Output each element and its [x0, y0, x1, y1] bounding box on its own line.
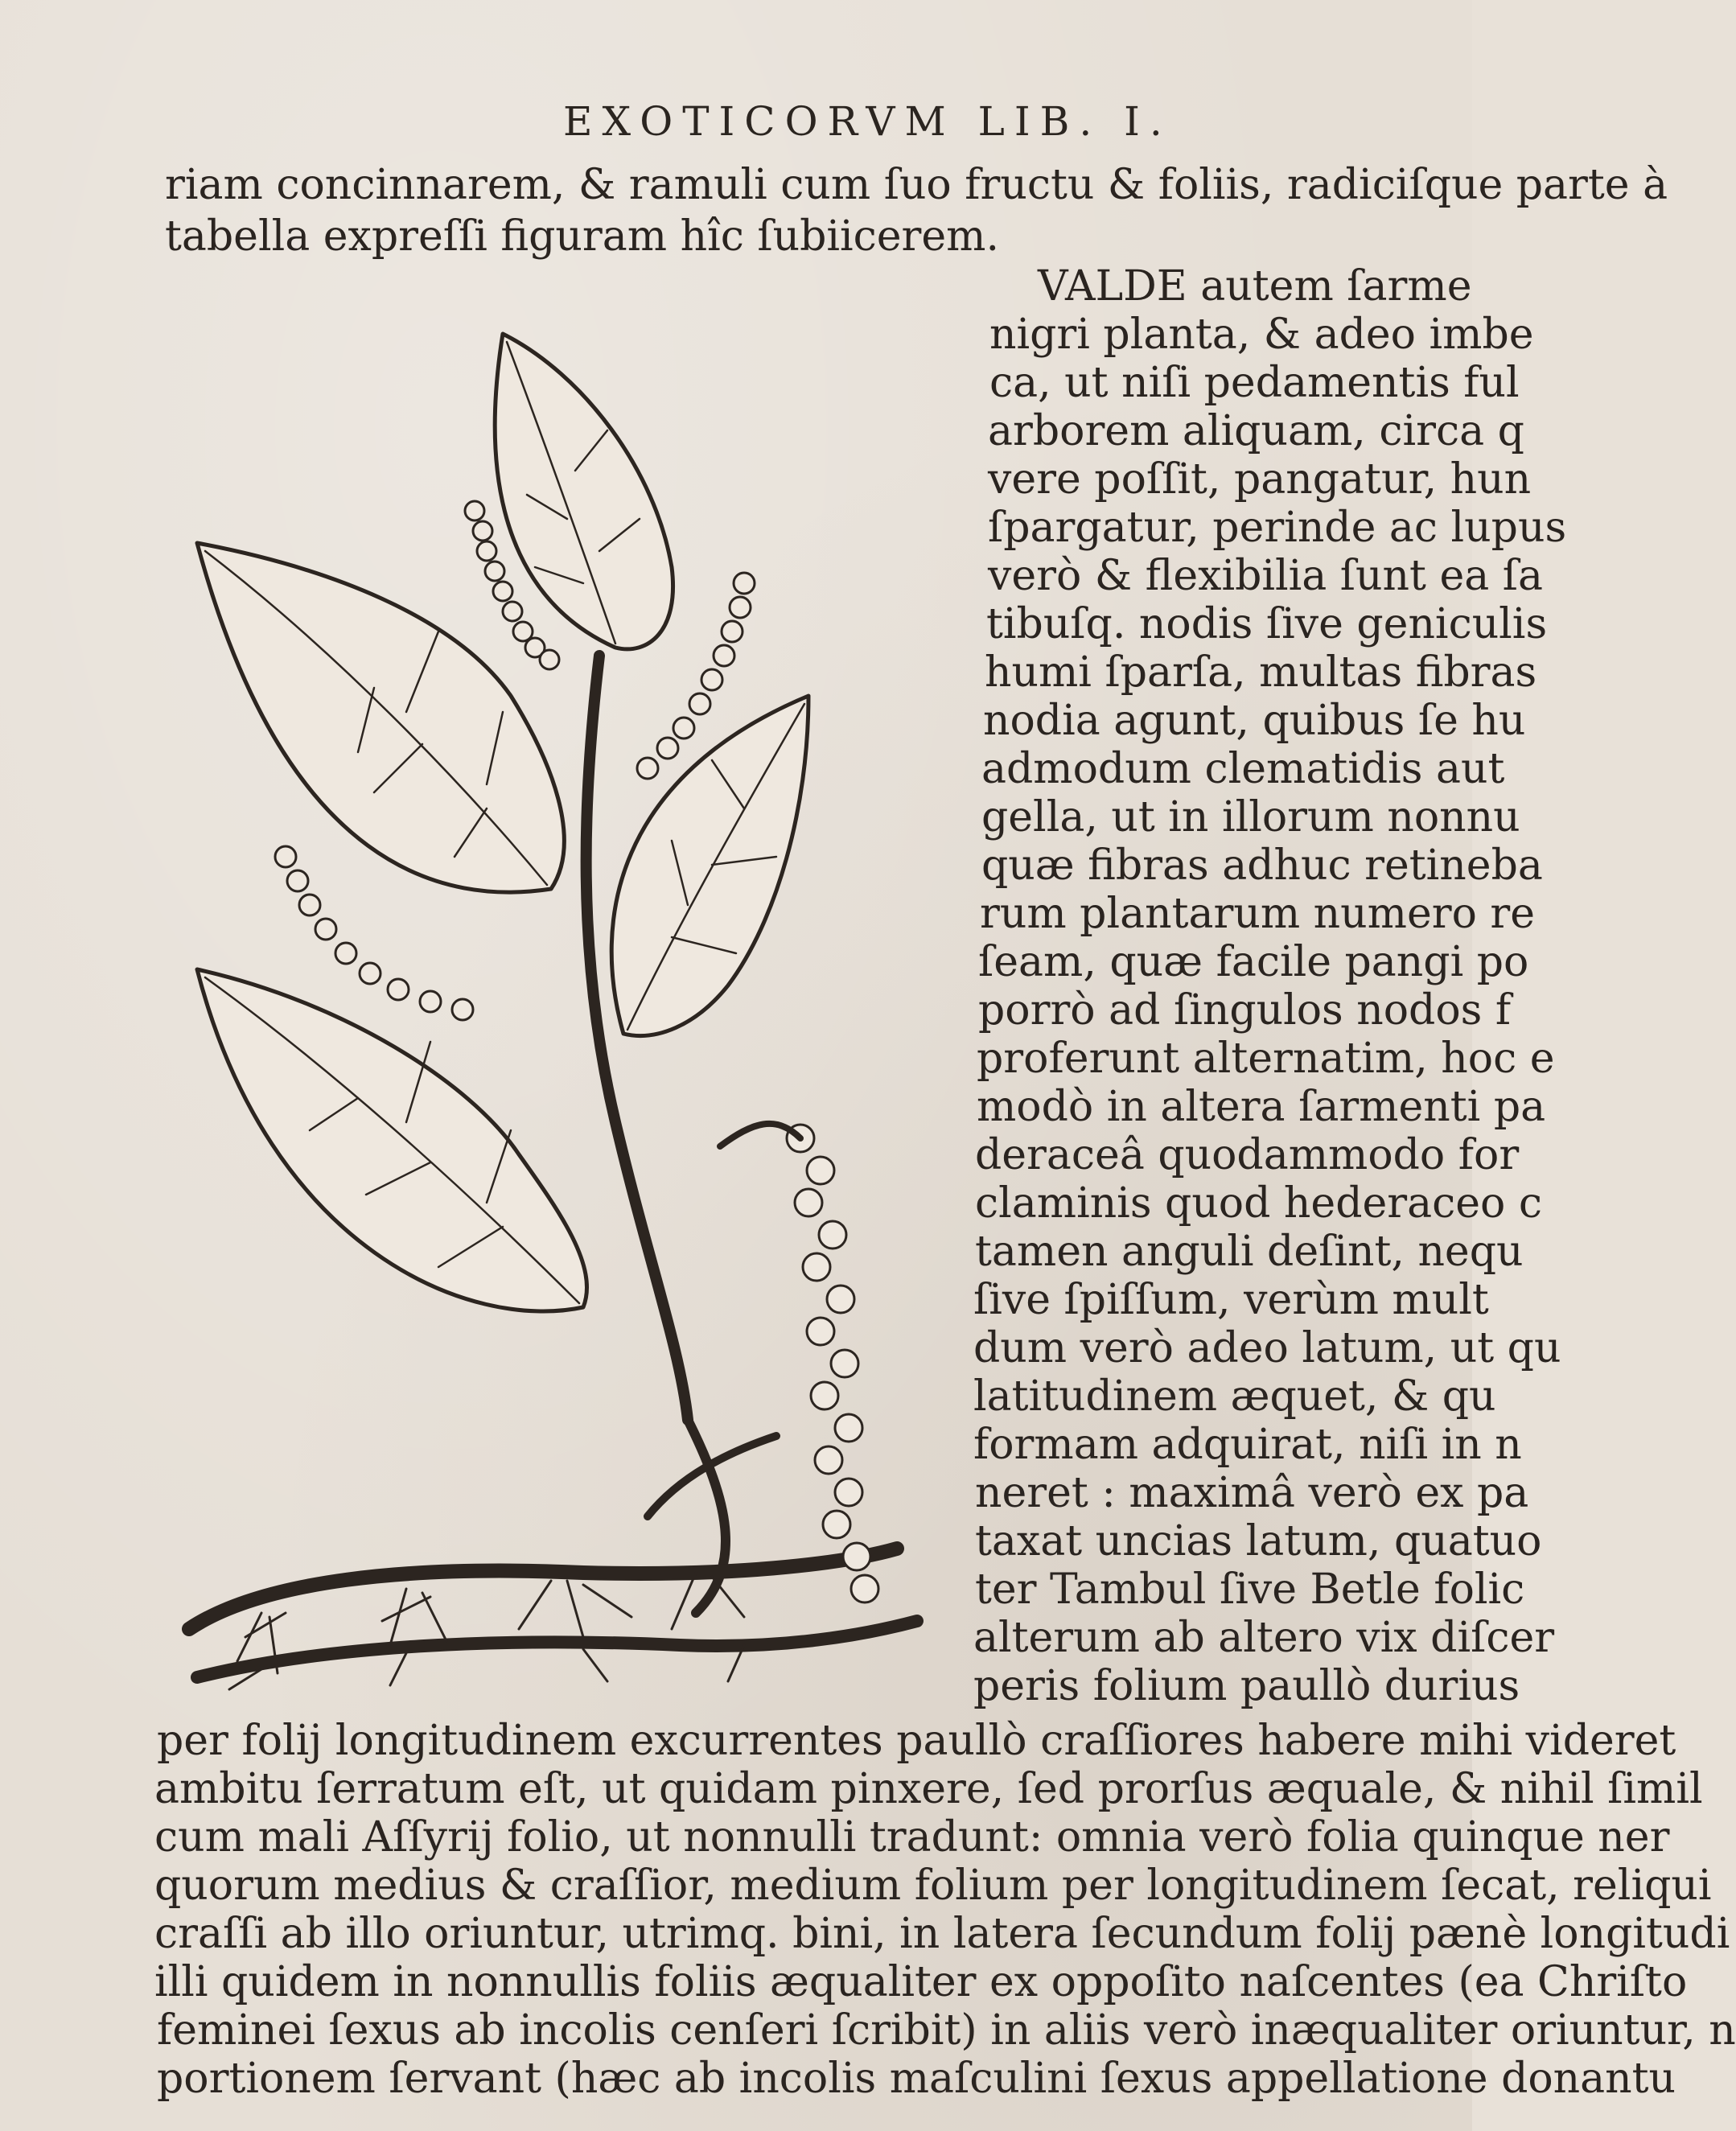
- column-line: ca, ut niſi pedamentis ful: [989, 359, 1520, 407]
- column-line: gella, ut in illorum nonnu: [981, 793, 1520, 841]
- bottom-line: ambitu ſerratum eſt, ut quidam pinxere, ſed prorſus æquale, & nihil ſimil: [154, 1765, 1703, 1813]
- column-line: proferunt alternatim, hoc e: [977, 1035, 1555, 1083]
- column-line: ſpargatur, perinde ac lupus: [988, 504, 1567, 552]
- column-line: peris folium paullò durius: [973, 1662, 1520, 1710]
- column-line: neret : maximâ verò ex pa: [975, 1469, 1529, 1517]
- column-line: alterum ab altero vix diſcer: [973, 1614, 1555, 1662]
- bottom-line: quorum medius & craſſior, medium folium per longitudinem ſecat, reliqui: [154, 1862, 1712, 1910]
- column-line: arborem aliquam, circa q: [988, 407, 1524, 455]
- column-line: tibuſq. nodis ſive geniculis: [986, 600, 1548, 648]
- column-line: modò in altera ſarmenti pa: [977, 1083, 1546, 1131]
- running-header: EXOTICORVM LIB. I.: [563, 98, 1172, 145]
- bottom-line: illi quidem in nonnullis foliis æqualiter ex oppoſito naſcentes (ea Chriſto: [154, 1958, 1688, 2006]
- column-line: latitudinem æquet, & qu: [973, 1372, 1496, 1421]
- column-line: deraceâ quodammodo for: [975, 1131, 1520, 1179]
- column-line: quæ fibras adhuc retineba: [981, 841, 1543, 890]
- bottom-line: per folij longitudinem excurrentes paullò craſſiores habere mihi videret: [157, 1717, 1676, 1765]
- column-line: nodia agunt, quibus ſe hu: [983, 697, 1526, 745]
- column-line: formam adquirat, niſi in n: [973, 1421, 1522, 1469]
- bottom-line: portionem ſervant (hæc ab incolis maſculini ſexus appellatione donantu: [157, 2055, 1676, 2103]
- column-line: taxat uncias latum, quatuo: [975, 1517, 1542, 1565]
- bottom-line: craſſi ab illo oriuntur, utrimq. bini, in latera ſecundum folij pænè longitudi: [154, 1910, 1730, 1958]
- column-line: dum verò adeo latum, ut qu: [973, 1324, 1561, 1372]
- pepper-plant-woodcut-illustration: [165, 310, 937, 1693]
- column-line: porrò ad ſingulos nodos f: [978, 986, 1512, 1035]
- bottom-line: feminei ſexus ab incolis cenſeri ſcribit) in aliis verò inæqualiter oriuntur, n: [157, 2006, 1736, 2055]
- column-line: claminis quod hederaceo c: [975, 1179, 1542, 1228]
- column-line: ſeam, quæ facile pangi po: [978, 938, 1529, 986]
- column-line: vere poſſit, pangatur, hun: [988, 455, 1532, 504]
- column-line: humi ſparſa, multas fibras: [985, 648, 1537, 697]
- column-line: ſive ſpiſſum, verùm mult: [973, 1276, 1489, 1324]
- bottom-line: cum mali Aſſyrij folio, ut nonnulli tradunt: omnia verò folia quinque ner: [154, 1813, 1670, 1862]
- intro-line: riam concinnarem, & ramuli cum ſuo fructu & foliis, radiciſque parte à: [165, 161, 1668, 209]
- column-line: tamen anguli deſint, nequ: [975, 1228, 1524, 1276]
- column-line: admodum clematidis aut: [981, 745, 1505, 793]
- column-line: ter Tambul ſive Betle folic: [975, 1565, 1525, 1614]
- column-line: nigri planta, & adeo imbe: [989, 311, 1534, 359]
- column-line: rum plantarum numero re: [980, 890, 1536, 938]
- intro-line: tabella expreſſi figuram hîc ſubiicerem.: [165, 212, 1000, 261]
- column-line: verò & flexibilia ſunt ea ſa: [988, 552, 1543, 600]
- column-line: VALDE autem ſarme: [1038, 262, 1472, 311]
